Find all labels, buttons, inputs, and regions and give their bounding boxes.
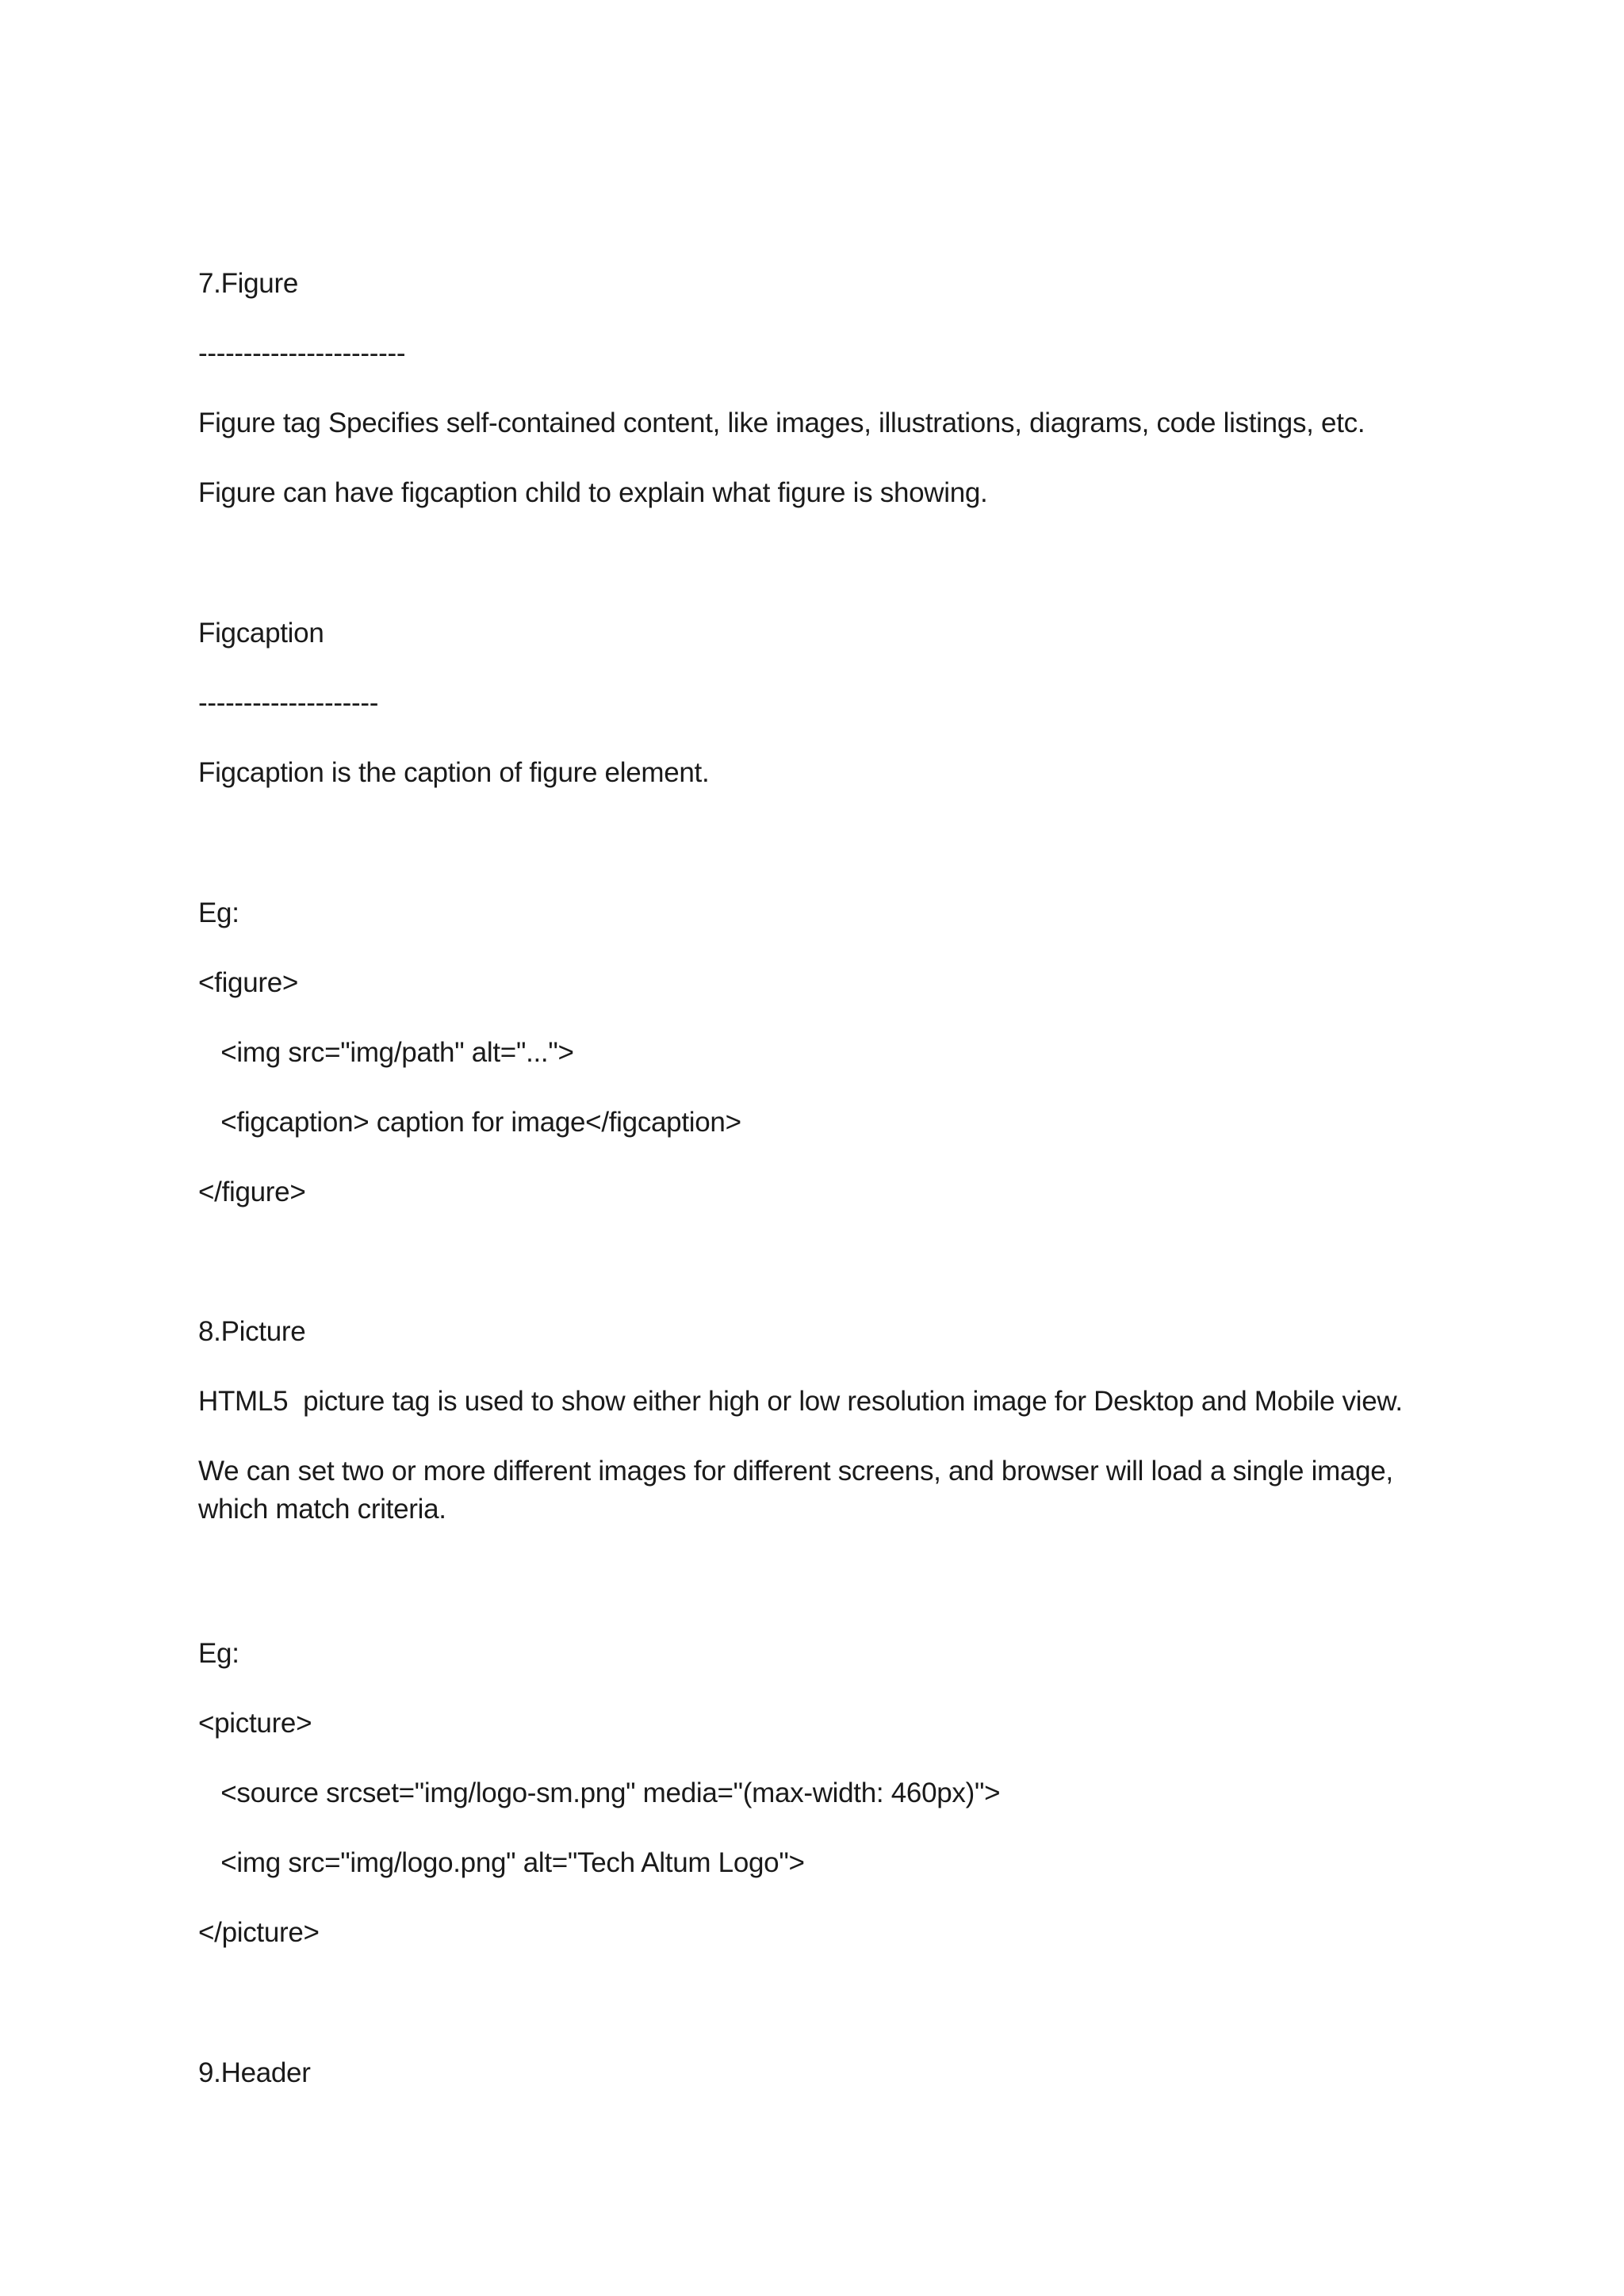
paragraph: Figcaption is the caption of figure element. <box>198 757 710 788</box>
code-line: <img src="img/logo.png" alt="Tech Altum Logo"> <box>198 1847 805 1878</box>
paragraph: Figure can have figcaption child to explain what figure is showing. <box>198 477 988 508</box>
code-line: </figure> <box>198 1177 306 1207</box>
example-label: Eg: <box>198 897 239 928</box>
section-heading-picture: 8.Picture <box>198 1316 306 1347</box>
section-heading-figure: 7.Figure <box>198 268 298 299</box>
paragraph: We can set two or more different images for different screens, and browser will load a single image, which match criteria. <box>198 1456 1393 1525</box>
section-heading-figcaption: Figcaption <box>198 618 324 649</box>
paragraph: HTML5 picture tag is used to show either high or low resolution image for Desktop and Mobile view. <box>198 1386 1403 1417</box>
paragraph: Figure tag Specifies self-contained content, like images, illustrations, diagrams, code listings, etc. <box>198 408 1365 438</box>
heading-underline: -------------------- <box>198 687 379 718</box>
code-line: <figcaption> caption for image</figcaption> <box>198 1107 741 1138</box>
example-label: Eg: <box>198 1638 239 1669</box>
code-line: <img src="img/path" alt="..."> <box>198 1037 574 1068</box>
code-line: <picture> <box>198 1708 312 1739</box>
heading-underline: ----------------------- <box>198 338 406 369</box>
code-line: <figure> <box>198 967 299 998</box>
section-heading-header: 9.Header <box>198 2057 311 2088</box>
code-line: </picture> <box>198 1917 320 1948</box>
code-line: <source srcset="img/logo-sm.png" media="(max-width: 460px)"> <box>198 1777 1001 1808</box>
